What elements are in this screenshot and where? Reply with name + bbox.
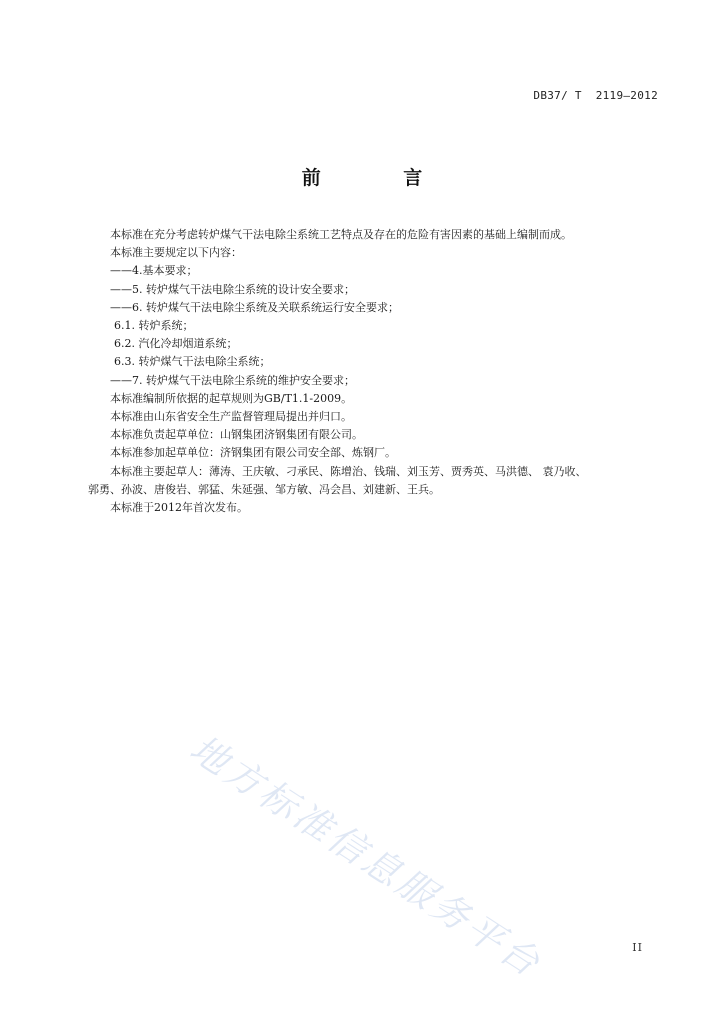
sub-list-item: 6.3. 转炉煤气干法电除尘系统； [114,355,271,369]
page-title: 前 言 [301,167,461,189]
paragraph-main-drafters-continued: 郭勇、孙波、唐俊岩、郭猛、朱延强、邹方敏、冯会昌、刘建新、王兵。 [88,482,440,496]
paragraph-participating-drafters: 本标准参加起草单位：济钢集团有限公司安全部、炼钢厂。 [110,446,396,460]
document-code: DB37/ T 2119—2012 [533,89,658,102]
paragraph-release: 本标准于2012年首次发布。 [110,501,248,515]
paragraph-content-lead: 本标准主要规定以下内容： [110,246,242,260]
paragraph-main-drafters: 本标准主要起草人：薄涛、王庆敏、刁承民、陈增治、钱瑞、刘玉芳、贾秀英、马洪德、 袁乃收、 [110,464,587,478]
list-item: ——5. 转炉煤气干法电除尘系统的设计安全要求； [110,282,355,296]
paragraph-drafting-rules: 本标准编制所依据的起草规则为GB/T1.1-2009。 [110,391,353,405]
paragraph-proposer: 本标准由山东省安全生产监督管理局提出并归口。 [110,410,352,424]
paragraph-lead-drafter: 本标准负责起草单位：山钢集团济钢集团有限公司。 [110,428,363,442]
foreword-body [88,226,658,517]
list-item: ——4.基本要求； [110,264,198,278]
list-item: ——7. 转炉煤气干法电除尘系统的维护安全要求； [110,373,355,387]
sub-list-item: 6.2. 汽化冷却烟道系统； [114,337,238,351]
list-item: ——6. 转炉煤气干法电除尘系统及关联系统运行安全要求； [110,300,399,314]
watermark: 地方标准信息服务平台 [182,726,550,987]
sub-list-item: 6.1. 转炉系统； [114,319,194,333]
paragraph-intro: 本标准在充分考虑转炉煤气干法电除尘系统工艺特点及存在的危险有害因素的基础上编制而成。 [110,228,572,241]
page-number: II [632,941,643,954]
